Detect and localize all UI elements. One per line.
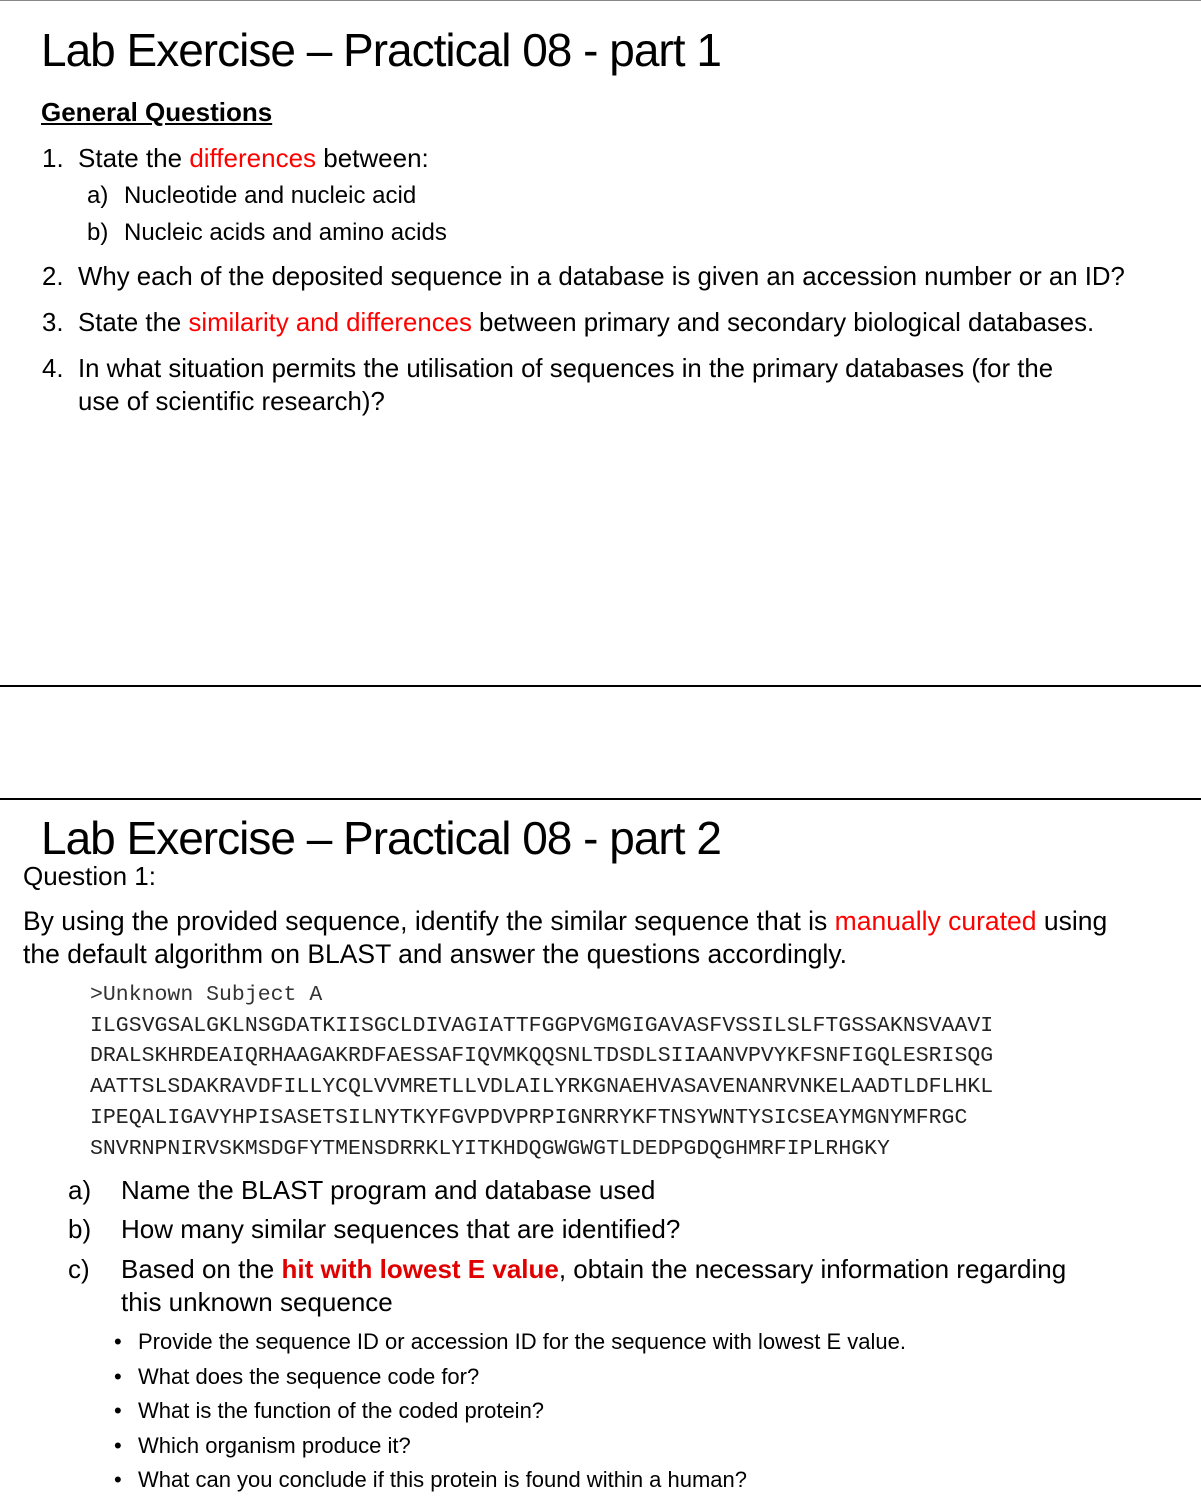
bullet-text: Provide the sequence ID or accession ID for the sequence with lowest E value. [138, 1329, 906, 1354]
part1-title: Lab Exercise – Practical 08 - part 1 [41, 24, 721, 76]
question-text: State the [78, 309, 189, 337]
subitem-letter: b) [87, 219, 109, 246]
question-4 [42, 353, 1053, 419]
page-divider-2 [0, 798, 1201, 800]
item-highlight: hit with lowest E value [281, 1254, 559, 1284]
sequence-line: SNVRNPNIRVSKMSDGFYTMENSDRRKLYITKHDQGWGWGTLDEDPGDQGHMRFIPLRHGKY [90, 1136, 890, 1161]
question-label: Question 1: [23, 861, 156, 891]
bullet-icon: • [114, 1432, 122, 1458]
question-text: between primary and secondary biological databases. [471, 309, 1095, 337]
subitem-text: Nucleic acids and amino acids [124, 219, 447, 246]
question-number: 1. [42, 143, 64, 173]
highlight-text: similarity and differences [188, 309, 472, 337]
bullet-text: What does the sequence code for? [138, 1363, 480, 1389]
sequence-line: AATTSLSDAKRAVDFILLYCQLVVMRETLLVDLAILYRKGNAEHVASAVENANRVNKELAADTLDFLHKL [90, 1075, 994, 1100]
bullet-icon: • [114, 1467, 122, 1492]
bullet-icon: • [114, 1329, 122, 1354]
bullet-item [114, 1429, 906, 1464]
part2-title: Lab Exercise – Practical 08 - part 2 [41, 812, 721, 864]
item-letter: a) [68, 1175, 92, 1205]
bullet-text: Which organism produce it? [138, 1432, 411, 1458]
intro-text: using [1036, 906, 1108, 936]
question-text: In what situation permits the utilisation of sequences in the primary databases (for the [78, 355, 1054, 383]
sequence-block [90, 980, 993, 1164]
item-c [68, 1253, 1066, 1319]
intro-highlight: manually curated [834, 906, 1037, 936]
question-text-line2: use of scientific research)? [78, 388, 385, 416]
question-3 [42, 307, 1094, 339]
bullet-list [114, 1325, 906, 1498]
question-number: 2. [42, 263, 64, 291]
item-text: Based on the [121, 1254, 282, 1284]
bullet-item [114, 1325, 906, 1360]
top-rule [0, 0, 1201, 1]
intro-paragraph [23, 905, 1107, 971]
item-text: , obtain the necessary information regarding [558, 1254, 1067, 1284]
subitem-text: Nucleotide and nucleic acid [124, 182, 417, 209]
bullet-text: What is the function of the coded protein? [138, 1398, 545, 1423]
item-a [68, 1174, 655, 1207]
question-text: State the [78, 143, 190, 173]
item-b [68, 1213, 680, 1246]
highlight-text: differences [189, 143, 317, 173]
question-text: Why each of the deposited sequence in a database is given an accession number or an ID? [78, 263, 1125, 291]
sequence-header: >Unknown Subject A [90, 983, 323, 1007]
subitem-letter: a) [87, 182, 109, 209]
question-1b [87, 218, 447, 248]
general-questions-heading: General Questions [41, 97, 273, 127]
item-text: How many similar sequences that are identified? [121, 1214, 681, 1244]
question-2 [42, 261, 1125, 293]
sequence-line: DRALSKHRDEAIQRHAAGAKRDFAESSAFIQVMKQQSNLTDSDLSIIAANVPVYKFSNFIGQLESRISQG [90, 1044, 994, 1069]
item-letter: c) [68, 1254, 90, 1284]
question-number: 3. [42, 309, 64, 337]
bullet-text: What can you conclude if this protein is found within a human? [138, 1467, 748, 1492]
bullet-icon: • [114, 1363, 122, 1389]
bullet-item [114, 1360, 906, 1395]
item-letter: b) [68, 1214, 92, 1244]
intro-text: By using the provided sequence, identify the similar sequence that is [23, 906, 835, 936]
intro-text-line2: the default algorithm on BLAST and answer the questions accordingly. [23, 939, 847, 969]
page-divider-1 [0, 685, 1201, 687]
item-text-line2: this unknown sequence [121, 1287, 393, 1317]
item-text: Name the BLAST program and database used [121, 1175, 656, 1205]
question-1a [87, 181, 416, 211]
bullet-item [114, 1463, 906, 1498]
bullet-icon: • [114, 1398, 122, 1423]
sequence-line: IPEQALIGAVYHPISASETSILNYTKYFGVPDVPRPIGNRRYKFTNSYWNTYSICSEAYMGNYMFRGC [90, 1105, 968, 1130]
question-1 [42, 142, 429, 175]
question-text: between: [316, 143, 429, 173]
bullet-item [114, 1394, 906, 1429]
question-number: 4. [42, 355, 64, 383]
sequence-line: ILGSVGSALGKLNSGDATKIISGCLDIVAGIATTFGGPVGMGIGAVASFVSSILSLFTGSSAKNSVAAVI [90, 1013, 994, 1038]
